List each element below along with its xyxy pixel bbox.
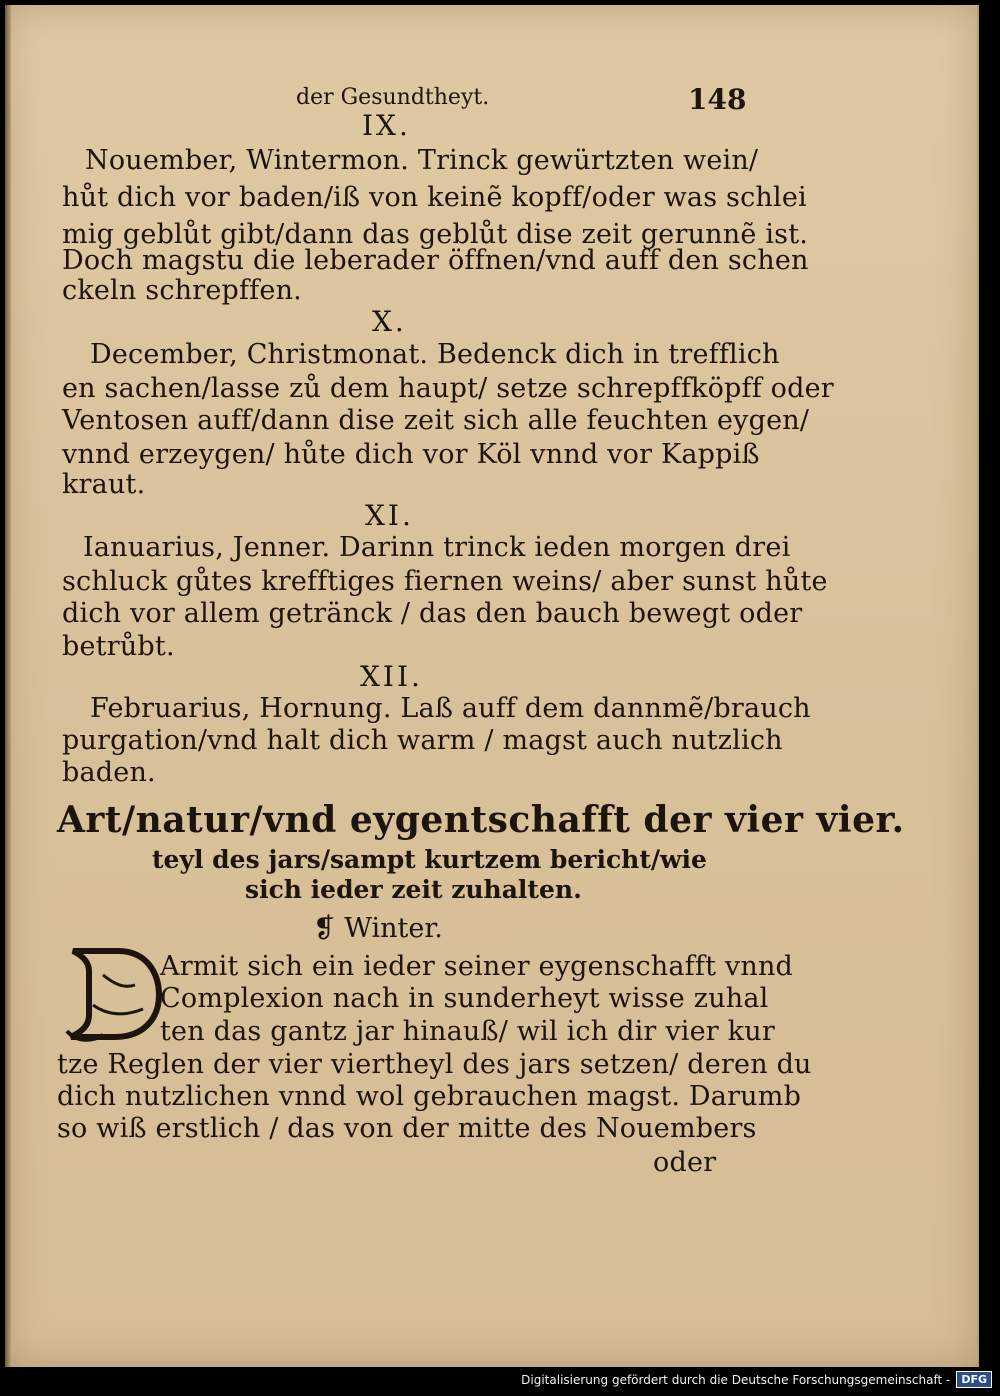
text-line: Nouember, Wintermon. Trinck gewürtzten wein/ bbox=[85, 145, 759, 176]
section-numeral: XI. bbox=[365, 499, 414, 532]
section-numeral: IX. bbox=[362, 109, 411, 142]
book-page bbox=[5, 5, 979, 1367]
text-line: Doch magstu die leberader öffnen/vnd auff den schen bbox=[62, 245, 809, 276]
text-line: purgation/vnd halt dich warm / magst auch nutzlich bbox=[62, 725, 783, 756]
chapter-heading: teyl des jars/sampt kurtzem bericht/wie bbox=[152, 845, 707, 874]
text-line: vnnd erzeygen/ hůte dich vor Köl vnnd vor Kappiß bbox=[62, 439, 760, 470]
text-line: dich nutzlichen vnnd wol gebrauchen magst. Darumb bbox=[57, 1081, 802, 1112]
section-numeral: X. bbox=[372, 305, 407, 338]
text-line: ckeln schrepffen. bbox=[62, 275, 302, 306]
dfg-logo: DFG bbox=[956, 1371, 992, 1388]
text-line: December, Christmonat. Bedenck dich in trefflich bbox=[90, 339, 780, 370]
text-line: so wiß erstlich / das von der mitte des Nouembers bbox=[57, 1113, 757, 1144]
text-line: schluck gůtes krefftiges fiernen weins/ aber sunst hůte bbox=[62, 566, 828, 597]
digitization-credit bbox=[521, 1371, 992, 1388]
section-numeral: XII. bbox=[360, 660, 423, 693]
catchword: oder bbox=[653, 1147, 717, 1178]
credit-text: Digitalisierung gefördert durch die Deutsche Forschungsgemeinschaft - bbox=[521, 1372, 951, 1387]
text-line: Ianuarius, Jenner. Darinn trinck ieden morgen drei bbox=[83, 532, 791, 563]
text-line: ten das gantz jar hinauß/ wil ich dir vier kur bbox=[160, 1016, 775, 1047]
chapter-heading: Art/natur/vnd eygentschafft der vier vier. bbox=[57, 799, 905, 841]
text-line: kraut. bbox=[62, 469, 146, 500]
text-line: baden. bbox=[62, 757, 156, 788]
decorated-initial bbox=[63, 945, 163, 1043]
text-line: betrůbt. bbox=[62, 631, 175, 662]
text-line: Complexion nach in sunderheyt wisse zuhal bbox=[160, 983, 769, 1014]
text-line: Armit sich ein ieder seiner eygenschafft vnnd bbox=[160, 951, 794, 982]
text-line: Februarius, Hornung. Laß auff dem dannmẽ/brauch bbox=[90, 693, 811, 724]
section-subheading: ❡ Winter. bbox=[313, 913, 443, 944]
running-title: der Gesundtheyt. bbox=[296, 85, 490, 110]
text-line: hůt dich vor baden/iß von keinẽ kopff/oder was schlei bbox=[62, 182, 807, 213]
text-line: dich vor allem getränck / das den bauch bewegt oder bbox=[62, 598, 803, 629]
text-line: tze Reglen der vier viertheyl des jars setzen/ deren du bbox=[57, 1049, 812, 1080]
text-line: en sachen/lasse zů dem haupt/ setze schrepffköpff oder bbox=[62, 373, 834, 404]
page-number: 148 bbox=[688, 83, 747, 116]
chapter-heading: sich ieder zeit zuhalten. bbox=[245, 875, 582, 904]
text-line: Ventosen auff/dann dise zeit sich alle feuchten eygen/ bbox=[62, 405, 810, 436]
text-line: mig geblůt gibt/dann das geblůt dise zeit gerunnẽ ist. bbox=[62, 219, 809, 250]
